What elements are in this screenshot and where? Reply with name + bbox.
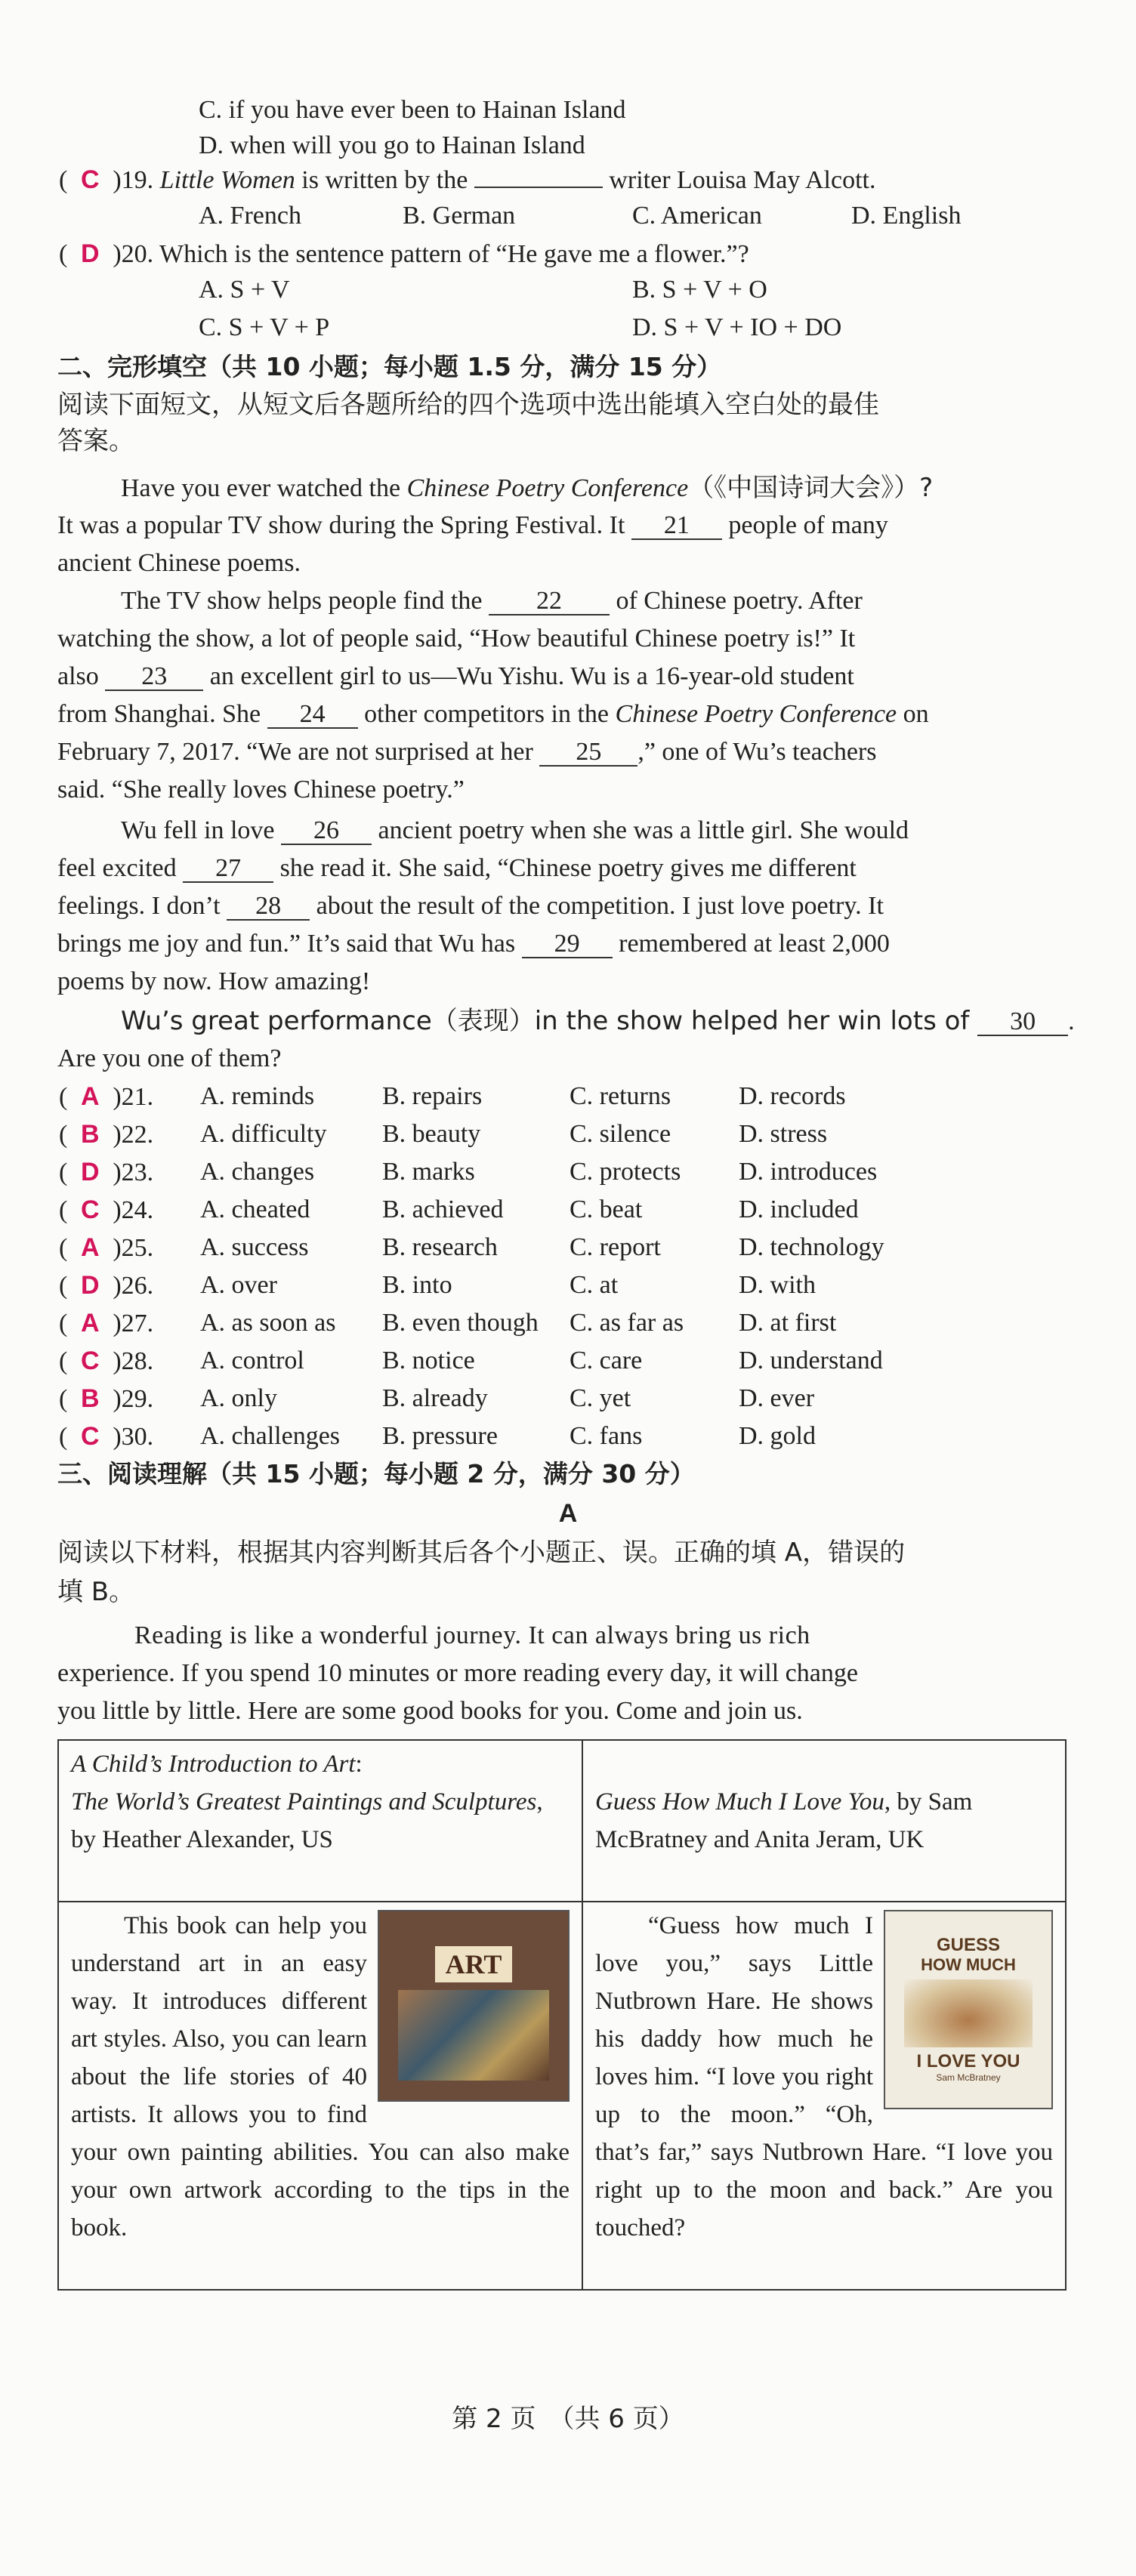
passage-line: watching the show, a lot of people said, “How beautiful Chinese poetry is!” It — [57, 625, 856, 652]
book-1-header: A Child’s Introduction to Art: The World’s Greatest Paintings and Sculptures, by Heather Alexander, US — [58, 1740, 582, 1902]
q19-option-d: D. English — [851, 202, 962, 230]
section-3-instruction-line-1: 阅读以下材料，根据其内容判断其后各个小题正、误。正确的填 A，错误的 — [57, 1538, 906, 1568]
passage-line: feel excited 27 she read it. She said, “Chinese poetry gives me different — [57, 854, 857, 882]
passage-line: also 23 an excellent girl to us—Wu Yishu. Wu is a 16-year-old student — [57, 662, 854, 690]
section-2-heading: 二、完形填空（共 10 小题；每小题 1.5 分，满分 15 分） — [57, 352, 722, 381]
q20-option-b: B. S + V + O — [632, 276, 767, 304]
blank-27: 27 — [183, 856, 273, 883]
blank-19 — [474, 187, 603, 188]
passage-line: Have you ever watched the Chinese Poetry Conference（《中国诗词大会》）? — [121, 473, 934, 503]
cloze-row: ( A )27. A. as soon as B. even though C. as far as D. at first — [59, 1309, 837, 1337]
reading-intro-line: Reading is like a wonderful journey. It can always bring us rich — [134, 1621, 810, 1649]
reading-intro-line: experience. If you spend 10 minutes or more reading every day, it will change — [57, 1659, 858, 1687]
section-3-part-label: A — [558, 1499, 578, 1528]
blank-30: 30 — [977, 1009, 1068, 1036]
cloze-row: ( C )28. A. control B. notice C. care D. understand — [59, 1347, 883, 1375]
book-2-description-cell — [582, 1902, 1066, 2290]
book-2-cover-image: GUESS HOW MUCH I LOVE YOU Sam McBratney — [884, 1910, 1053, 2109]
blank-23: 23 — [105, 664, 203, 691]
q20-option-c: C. S + V + P — [199, 313, 330, 341]
blank-21: 21 — [631, 513, 722, 540]
blank-26: 26 — [281, 818, 372, 845]
answer-20: D — [81, 239, 100, 268]
cloze-row: ( B )22. A. difficulty B. beauty C. silence D. stress — [59, 1120, 828, 1149]
q18-option-d: D. when will you go to Hainan Island — [199, 131, 585, 159]
cloze-row: ( A )21. A. reminds B. repairs C. returns D. records — [59, 1082, 846, 1111]
passage-line: feelings. I don’t 28 about the result of the competition. I just love poetry. It — [57, 892, 884, 920]
question-20: ( D )20. Which is the sentence pattern of “He gave me a flower.”? — [59, 239, 749, 268]
book-1-description-cell — [58, 1902, 582, 2290]
blank-25: 25 — [539, 739, 637, 767]
passage-line: The TV show helps people find the 22 of Chinese poetry. After — [121, 587, 863, 615]
blank-22: 22 — [489, 588, 610, 615]
q19-option-a: A. French — [199, 202, 301, 230]
q20-option-d: D. S + V + IO + DO — [632, 313, 842, 341]
cloze-row: ( C )30. A. challenges B. pressure C. fans D. gold — [59, 1422, 816, 1451]
book-2-header: Guess How Much I Love You, by Sam McBratney and Anita Jeram, UK — [582, 1740, 1066, 1902]
answer-19: C — [81, 165, 100, 194]
passage-line: ancient Chinese poems. — [57, 549, 301, 577]
section-3-instruction-line-2: 填 B。 — [57, 1577, 135, 1607]
passage-line: from Shanghai. She 24 other competitors in the Chinese Poetry Conference on — [57, 700, 929, 728]
cloze-row: ( D )26. A. over B. into C. at D. with — [59, 1271, 816, 1300]
cloze-row: ( B )29. A. only B. already C. yet D. ever — [59, 1384, 815, 1413]
q18-option-c: C. if you have ever been to Hainan Island — [199, 96, 626, 124]
book-1-description: This book can help you understand art in an easy way. It introduces different art styles. Also, you can learn about the life stories of 40 artists. It allows you to find your own painting abilities. You can also make your own artwork according to the tips in the book. — [71, 1912, 570, 2241]
passage-line: Wu’s great performance（表现）in the show helped her win lots of 30 . — [121, 1006, 1075, 1036]
passage-line: Wu fell in love 26 ancient poetry when she was a little girl. She would — [121, 816, 909, 844]
section-3-heading: 三、阅读理解（共 15 小题；每小题 2 分，满分 30 分） — [57, 1459, 695, 1489]
blank-29: 29 — [522, 931, 613, 958]
passage-line: Are you one of them? — [57, 1044, 282, 1072]
passage-line: said. “She really loves Chinese poetry.” — [57, 776, 465, 804]
q19-option-b: B. German — [403, 202, 516, 230]
cloze-row: ( C )24. A. cheated B. achieved C. beat D. included — [59, 1195, 859, 1224]
passage-line: brings me joy and fun.” It’s said that Wu has 29 remembered at least 2,000 — [57, 930, 890, 958]
passage-line: poems by now. How amazing! — [57, 967, 371, 995]
book-2-description: “Guess how much I love you,” says Little Nutbrown Hare. He shows his daddy how much he loves him. “I love you right up to the moon.” “Oh, that’s far,” says Nutbrown Hare. “I love you right up to the moon and back.” Are you touched? — [595, 1912, 1053, 2241]
question-19: ( C )19. Little Women is written by the writer Louisa May Alcott. — [59, 165, 876, 194]
section-2-instruction-line-1: 阅读下面短文，从短文后各题所给的四个选项中选出能填入空白处的最佳 — [57, 390, 879, 420]
q20-option-a: A. S + V — [199, 276, 290, 304]
passage-line: It was a popular TV show during the Spring Festival. It 21 people of many — [57, 511, 888, 539]
book-table — [57, 1739, 1067, 2291]
cloze-row: ( D )23. A. changes B. marks C. protects D. introduces — [59, 1158, 878, 1186]
blank-24: 24 — [267, 702, 358, 729]
blank-28: 28 — [227, 893, 310, 921]
section-2-instruction-line-2: 答案。 — [57, 426, 134, 456]
cloze-row: ( A )25. A. success B. research C. report D. technology — [59, 1233, 884, 1262]
page-footer: 第 2 页 （共 6 页） — [452, 2404, 684, 2434]
q19-option-c: C. American — [632, 202, 762, 230]
book-1-cover-image: ART — [378, 1910, 570, 2102]
passage-line: February 7, 2017. “We are not surprised at her 25 ,” one of Wu’s teachers — [57, 738, 877, 766]
reading-intro-line: you little by little. Here are some good books for you. Come and join us. — [57, 1697, 803, 1725]
